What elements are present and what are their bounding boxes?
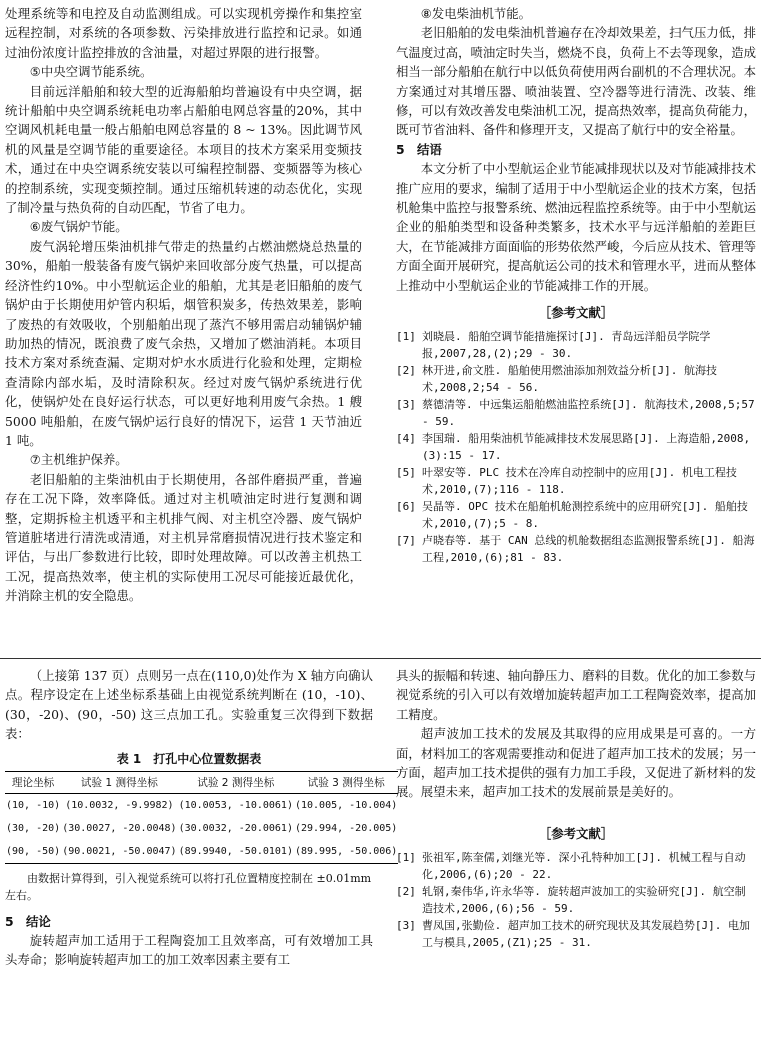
table-cell: (90, -50) — [5, 840, 61, 864]
column-header: 试验 3 测得坐标 — [294, 771, 398, 793]
paragraph-conclusion: 本文分析了中小型航运企业节能减排现状以及对节能减排技术推广应用的要求，编制了适用于中小型航运企业的技术方案，包括机舱集中监控与报警系统、燃油远程监控系统等。由于中小型航运企业的船舶类型和设备种类繁多，技术水平与远洋船舶的差距巨大，在节能减排方面面临的形势依然严峻，今后应从技术、管理等方面全面开展研究，提高航运公司的技术和管理水平，进而从整体上推动中小型航运企业的节能减排工作的开展。 — [396, 161, 756, 293]
column-header: 试验 1 测得坐标 — [61, 771, 177, 793]
table-cell: (10.0032, -9.9982) — [65, 799, 174, 811]
table-cell: (10, -10) — [6, 799, 61, 811]
paragraph-continued: （上接第 137 页）点则另一点在(110,0)处作为 X 轴方向确认点。程序设定在上述坐标系基础上由视觉系统判断在 (10，-10)、(30，-20)、(90，-50) 这三点加工孔。实验重复三次得到下数据表： — [5, 668, 373, 742]
paragraph-outlook: 超声波加工技术的发展及其取得的应用成果是可喜的。一方面，材料加工的客观需要推动和促进了超声加工技术的发展；另一方面，超声加工技术提供的强有力加工手段，又促进了新材料的发展。展望未来，超声加工技术的发展前景是美好的。 — [396, 726, 756, 800]
table-note: 由数据计算得到，引入视觉系统可以将打孔位置精度控制在 ±0.01mm 左右。 — [5, 871, 372, 902]
bottom-right-column — [396, 666, 756, 951]
table-row — [5, 793, 398, 817]
column-header: 理论坐标 — [5, 771, 61, 793]
table-cell: (10.0053, -10.0061) — [178, 799, 293, 811]
top-left-column — [5, 4, 362, 606]
top-right-column — [396, 4, 756, 566]
paragraph-exhaust-boiler: 废气涡轮增压柴油机排气带走的热量约占燃油燃烧总热量的30%，船舶一般装备有废气锅炉来回收部分废气热量，可以提高经济性约10%。中小型航运企业的船舶，尤其是老旧船舶的废气锅炉由于长期使用炉管内积垢，烟管积炭多，传热效果差，影响了废热的有效吸收，个别船舶出现了蒸汽不够用需启动辅锅炉辅助加热的情况，既浪费了废气余热，又增加了燃油消耗。本项目技术方案对系统查漏、定期对炉水水质进行化验和处理，定期检查清除内部水垢，及时清除积灰。经过对废气锅炉系统进行优化，使锅炉处在良好运行状态，可以更好地利用废气余热。1 艘 5000 吨船舶，在废气锅炉运行良好的情况下，运营 1 天节油近 1 吨。 — [5, 238, 362, 448]
paragraph-system-intro: 处理系统等和电控及自动监测组成。可以实现机旁操作和集控室远程控制，对系统的各项参数、污染排放进行监控和记录。如通过油份浓度计监控排放的含油量，对超过界限的进行报警。 — [5, 6, 362, 60]
paragraph-central-ac: 目前远洋船舶和较大型的近海船舶均普遍设有中央空调，据统计船舶中央空调系统耗电功率占船舶电网总容量的20%，其中空调风机耗电量一般占船舶电网总容量的 8 ~ 13%。因此调节风机的风量是空调节能的重要途径。本项目的技术方案采用变频技术，通过在中央空调系统安装以可编程控制器、变频器等为核心的控制系统，实现变频控制。通过压缩机转速的动态优化，实现了制冷量与热负荷的自动匹配，节省了电力。 — [5, 83, 362, 216]
reference-list — [396, 328, 756, 566]
table-cell: (10.005, -10.004) — [294, 799, 398, 811]
bottom-left-column — [5, 666, 398, 970]
table-cell: (89.995, -50.006) — [294, 840, 398, 864]
column-header: 试验 2 测得坐标 — [178, 771, 294, 793]
references-title: ［参考文献］ — [538, 305, 614, 321]
reference-item: [1] 张祖军,陈奎儒,刘继光等. 深小孔特种加工[J]. 机械工程与自动化,2006,(6);20 - 22. — [396, 850, 746, 881]
table-cell: (30.0027, -20.0048) — [62, 822, 177, 834]
section-divider — [0, 658, 761, 659]
section-heading-conclusion-2: 5 结论 — [5, 913, 51, 929]
heading-generator: ⑧发电柴油机节能。 — [420, 6, 532, 21]
heading-exhaust-boiler: ⑥废气锅炉节能。 — [29, 219, 128, 235]
table-cell: (90.0021, -50.0047) — [61, 840, 177, 864]
table-row — [5, 840, 398, 864]
reference-item: [3] 曹凤国,张勤俭. 超声加工技术的研究现状及其发展趋势[J]. 电加工与模具,2005,(Z1);25 - 31. — [396, 918, 750, 949]
table-caption: 表 1 打孔中心位置数据表 — [116, 751, 262, 766]
heading-main-engine: ⑦主机维护保养。 — [29, 452, 128, 468]
reference-item: [6] 吴晶等. OPC 技术在船舶机舱测控系统中的应用研究[J]. 船舶技术,2010,(7);5 - 8. — [396, 500, 748, 531]
heading-central-ac: ⑤中央空调节能系统。 — [29, 64, 153, 80]
reference-item: [7] 卢晓春等. 基于 CAN 总线的机舱数据组态监测报警系统[J]. 船海工程,2010,(6);81 - 83. — [396, 534, 755, 565]
paragraph-generator: 老旧船舶的发电柴油机普遍存在冷却效果差，扫气压力低，排气温度过高，喷油定时失当，燃烧不良，负荷上不去等现象，造成相当一部分船舶在航行中以低负荷使用两台副机的不合理状况。本方案通过对其增压器、喷油装置、空冷器等进行清洗、改装、维修，可以有效改善发电柴油机工况，提高热效率，提高负荷能力，既可节省油料、备件和修理开支，又提高了航行中的安全裕量。 — [396, 25, 756, 138]
paragraph-continued-right: 具头的振幅和转速、轴向静压力、磨料的目数。优化的加工参数与视觉系统的引入可以有效增加旋转超声加工工程陶瓷效率，提高加工精度。 — [396, 668, 756, 722]
table-cell: (30.0032, -20.0061) — [178, 822, 293, 834]
reference-item: [2] 林开进,俞文胜. 船舶使用燃油添加剂效益分析[J]. 航海技术,2008,2;54 - 56. — [396, 364, 717, 395]
paragraph-conclusion-2: 旋转超声加工适用于工程陶瓷加工且效率高，可有效增加工具头寿命；影响旋转超声加工的加工效率因素主要有工 — [5, 933, 373, 968]
table-cell: (29.994, -20.005) — [294, 822, 398, 834]
reference-item: [1] 刘晓晨. 船舶空调节能措施探讨[J]. 青岛远洋船员学院学报,2007,28,(2);29 - 30. — [396, 330, 711, 361]
section-heading-conclusion: 5 结语 — [396, 141, 442, 157]
table-row — [5, 817, 398, 840]
data-table — [5, 771, 398, 864]
paragraph-main-engine: 老旧船舶的主柴油机由于长期使用，各部件磨损严重，普遍存在工况下降，效率降低。通过对主机喷油定时进行复测和调整，定期拆检主机透平和主机排气阀、对主机空冷器、废气锅炉管道脏堵进行清洗或清通，对主机异常磨损情况进行技术鉴定和评估，与出厂参数进行比较，即时处理故障。可以改善主机热工工况，提高热效率，使主机的实际使用工况尽可能接近最优化，并消除主机的安全隐患。 — [5, 471, 362, 604]
reference-item: [5] 叶翠安等. PLC 技术在冷库自动控制中的应用[J]. 机电工程技术,2010,(7);116 - 118. — [396, 466, 737, 497]
reference-item: [2] 轧钢,秦伟华,许永华等. 旋转超声波加工的实验研究[J]. 航空制造技术,2006,(6);56 - 59. — [396, 884, 746, 915]
table-cell: (30, -20) — [6, 822, 61, 834]
table-header-row — [5, 771, 398, 793]
reference-item: [4] 李国瑞. 船用柴油机节能减排技术发展思路[J]. 上海造船,2008,(3):15 - 17. — [396, 432, 751, 463]
reference-list-2 — [396, 849, 756, 951]
references-title-2: ［参考文献］ — [538, 825, 614, 841]
reference-item: [3] 蔡德清等. 中远集运船舶燃油监控系统[J]. 航海技术,2008,5;57 - 59. — [396, 398, 755, 429]
table-cell: (89.9940, -50.0101) — [178, 840, 294, 864]
